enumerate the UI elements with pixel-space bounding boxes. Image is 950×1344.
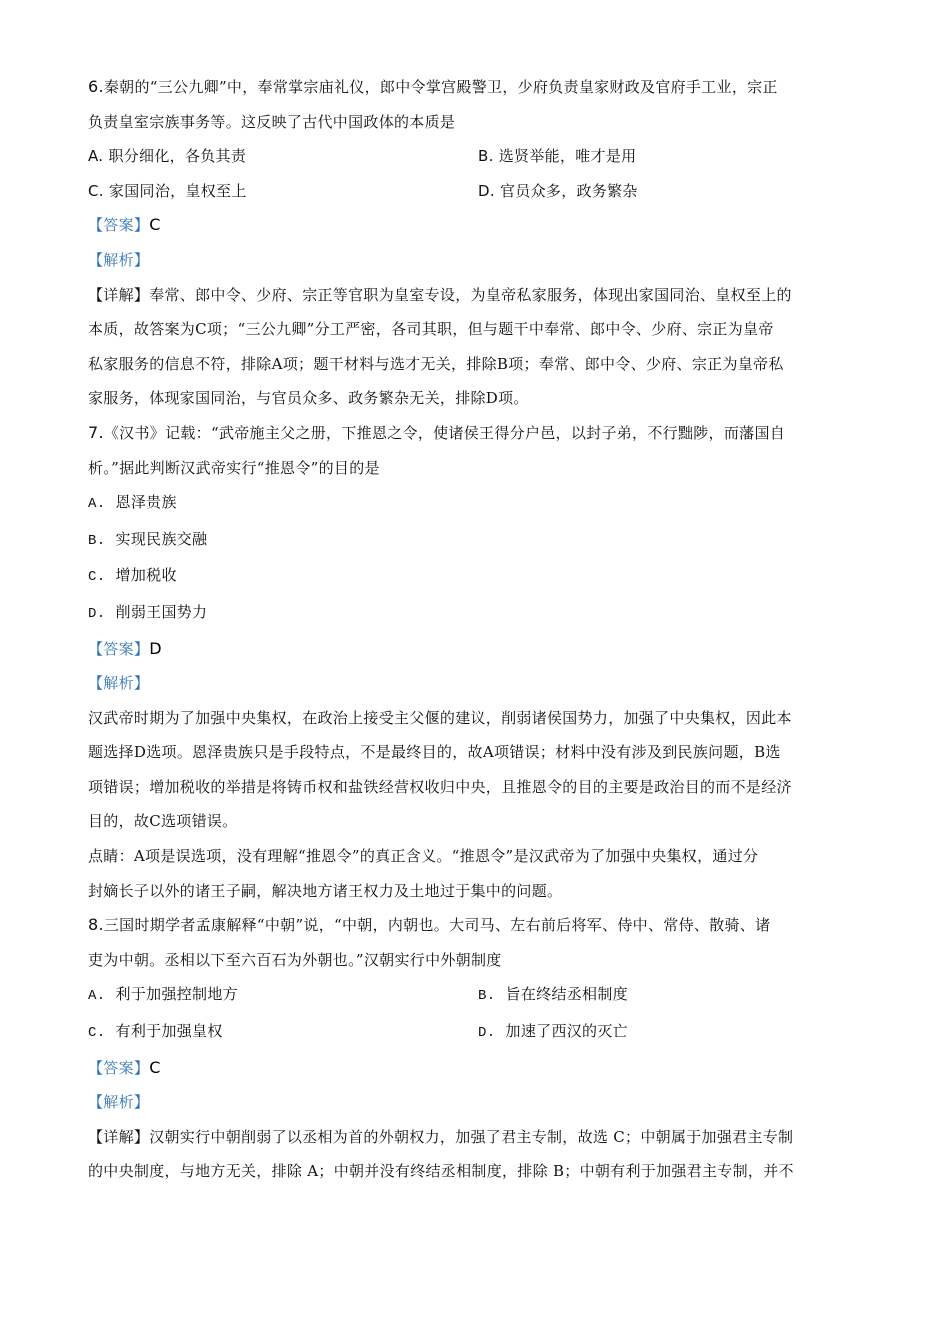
question-stem: 7.《汉书》记载：“武帝施主父之册，下推恩之令，使诸侯王得分户邑，以封子弟，不行黜陟，而藩国自 xyxy=(88,422,786,442)
explanation-line: 【详解】汉朝实行中朝削弱了以丞相为首的外朝权力，加强了君主专制，故选 C；中朝属于加强君主专制 xyxy=(88,1127,794,1146)
option-a: A. 利于加强控制地方 xyxy=(88,985,238,1005)
answer-label: 【答案】 xyxy=(88,1058,150,1077)
answer-label: 【答案】 xyxy=(88,216,150,235)
option-b: B. 旨在终结丞相制度 xyxy=(478,985,628,1005)
options-row xyxy=(88,977,868,1014)
explanation-line: 项错误；增加税收的举措是将铸币权和盐铁经营权收归中央，且推恩令的目的主要是政治目的而不是经济 xyxy=(88,777,792,796)
answer-value: C xyxy=(149,1057,161,1077)
explanation-line: 本质，故答案为C项；“三公九卿”分工严密，各司其职，但与题干中奉常、郎中令、少府、宗正为皇帝 xyxy=(88,320,774,339)
explanation-line: 目的，故C选项错误。 xyxy=(88,812,238,831)
answer-line xyxy=(88,208,868,243)
options-row xyxy=(88,1014,868,1051)
note-line: 点睛：A项是误选项，没有理解“推恩令”的真正含义。“推恩令”是汉武帝为了加强中央集权，通过分 xyxy=(88,847,759,866)
option-c: C. 家国同治，皇权至上 xyxy=(88,181,247,200)
options-row xyxy=(88,139,868,174)
explanation-line: 私家服务的信息不符，排除A项；题干材料与选才无关，排除B项；奉常、郎中令、少府、宗正为皇帝私 xyxy=(88,354,784,373)
answer-value: C xyxy=(149,215,161,235)
option-b: B. 实现民族交融 xyxy=(88,529,208,549)
explanation-line: 题选择D选项。恩泽贵族只是手段特点，不是最终目的，故A项错误；材料中没有涉及到民族问题，B选 xyxy=(88,743,781,762)
option-a: A. 恩泽贵族 xyxy=(88,493,177,513)
question-7 xyxy=(88,416,868,908)
document-page xyxy=(88,70,868,1189)
question-number: 8. xyxy=(88,915,104,935)
explanation-line: 【详解】奉常、郎中令、少府、宗正等官职为皇室专设，为皇帝私家服务，体现出家国同治、皇权至上的 xyxy=(88,285,792,304)
explanation-line: 的中央制度，与地方无关，排除 A；中朝并没有终结丞相制度，排除 B；中朝有利于加强君主专制，并不 xyxy=(88,1162,794,1181)
answer-value: D xyxy=(149,638,162,658)
analysis-label: 【解析】 xyxy=(88,1093,150,1112)
question-6 xyxy=(88,70,868,416)
analysis-label: 【解析】 xyxy=(88,250,150,269)
option-d: D. 加速了西汉的灭亡 xyxy=(478,1022,628,1042)
option-d: D. 削弱王国势力 xyxy=(88,602,208,622)
question-number: 6. xyxy=(88,77,104,96)
option-d: D. 官员众多，政务繁杂 xyxy=(478,181,638,200)
question-number: 7. xyxy=(88,422,104,442)
option-c: C. 有利于加强皇权 xyxy=(88,1022,223,1042)
option-b: B. 选贤举能，唯才是用 xyxy=(478,147,637,166)
analysis-label: 【解析】 xyxy=(88,674,150,693)
question-stem: 析。”据此判断汉武帝实行“推恩令”的目的是 xyxy=(88,458,380,477)
option-a: A. 职分细化，各负其责 xyxy=(88,147,247,166)
question-stem: 6.秦朝的“三公九卿”中，奉常掌宗庙礼仪，郎中令掌宫殿警卫，少府负责皇家财政及官府手工业，宗正 xyxy=(88,77,778,96)
question-stem: 负责皇室宗族事务等。这反映了古代中国政体的本质是 xyxy=(88,112,456,131)
question-8 xyxy=(88,908,868,1189)
answer-label: 【答案】 xyxy=(88,639,150,658)
explanation-line: 家服务，体现家国同治，与官员众多、政务繁杂无关，排除D项。 xyxy=(88,389,529,408)
option-c: C. 增加税收 xyxy=(88,566,177,586)
explanation-line: 汉武帝时期为了加强中央集权，在政治上接受主父偃的建议，削弱诸侯国势力，加强了中央集权，因此本 xyxy=(88,708,792,727)
answer-line xyxy=(88,1051,868,1086)
question-stem: 8.三国时期学者孟康解释“中朝”说，“中朝，内朝也。大司马、左右前后将军、侍中、常侍、散骑、诸 xyxy=(88,915,771,935)
note-line: 封嫡长子以外的诸王子嗣，解决地方诸王权力及土地过于集中的问题。 xyxy=(88,881,563,900)
answer-line xyxy=(88,632,868,667)
options-row xyxy=(88,174,868,209)
question-stem: 吏为中朝。丞相以下至六百石为外朝也。”汉朝实行中外朝制度 xyxy=(88,950,502,969)
